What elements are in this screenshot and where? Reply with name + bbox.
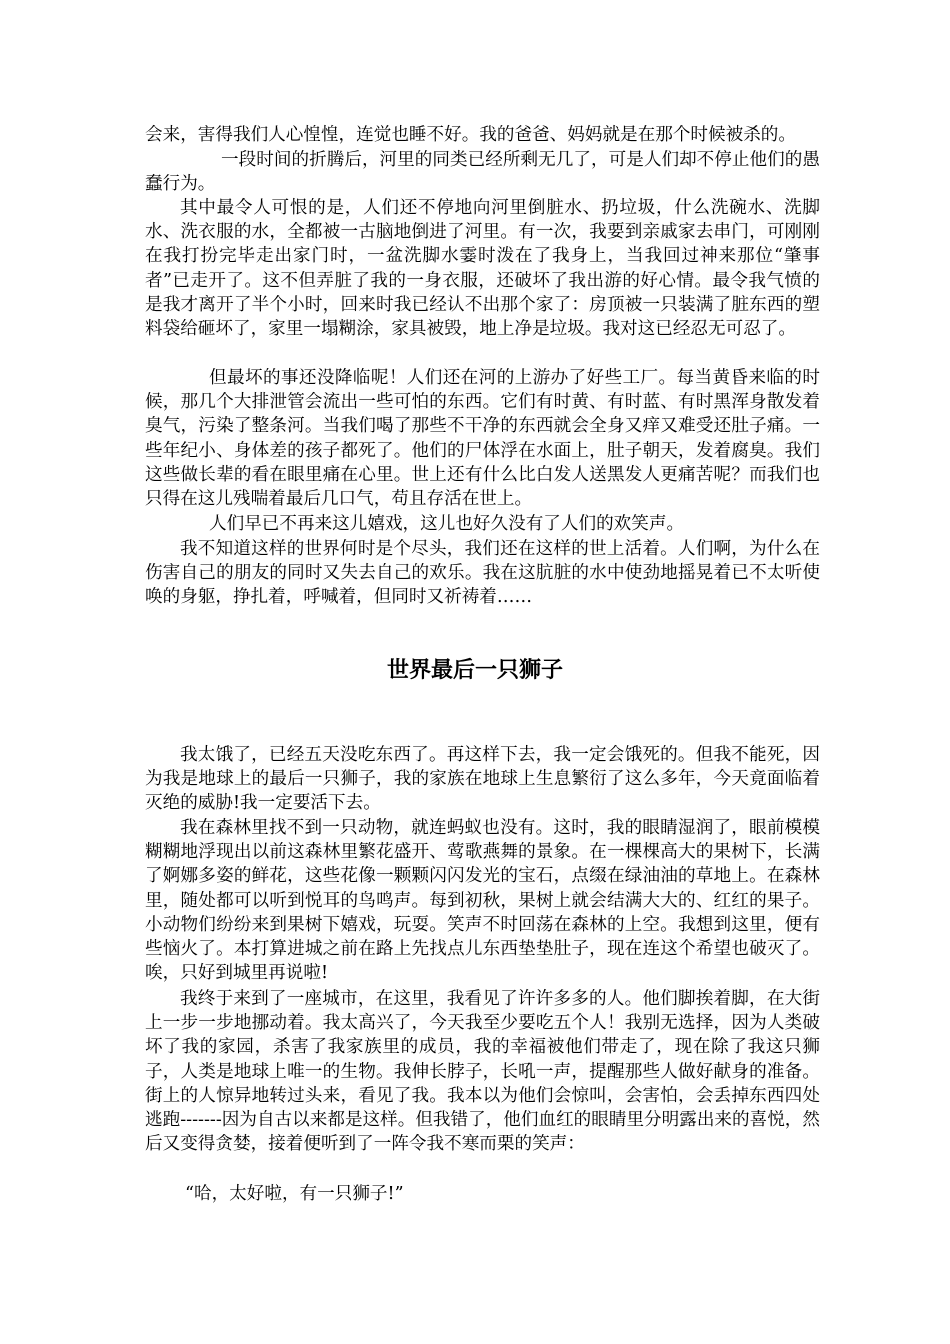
paragraph: 我太饿了，已经五天没吃东西了。再这样下去，我一定会饿死的。但我不能死，因为我是地球上的最后一只狮子，我的家族在地球上生息繁衍了这么多年，今天竟面临着灭绝的威胁!我一定要活下去。 <box>145 745 820 814</box>
paragraph: 我终于来到了一座城市，在这里，我看见了许许多多的人。他们脚挨着脚，在大街上一步一步地挪动着。我太高兴了，今天我至少要吃五个人！我别无选择，因为人类破坏了我的家园，杀害了我家族里的成员，我的幸福被他们带走了，现在除了我这只狮子，人类是地球上唯一的生物。我伸长脖子，长吼一声，提醒那些人做好献身的准备。街上的人惊异地转过头来，看见了我。我本以为他们会惊叫，会害怕，会丢掉东西四处逃跑-------因为自古以来都是这样。但我错了，他们血红的眼睛里分明露出来的喜悦，然后又变得贪婪，接着便听到了一阵令我不寒而栗的笑声： <box>145 989 820 1155</box>
paragraph: 人们早已不再来这儿嬉戏，这儿也好久没有了人们的欢笑声。 <box>209 514 685 534</box>
paragraph: 但最坏的事还没降临呢！人们还在河的上游办了好些工厂。每当黄昏来临的时候，那几个大排泄管会流出一些可怕的东西。它们有时黄、有时蓝、有时黑浑身散发着臭气，污染了整条河。当我们喝了那些不干净的东西就会全身又痒又难受还肚子痛。一些年纪小、身体差的孩子都死了。他们的尸体浮在水面上，肚子朝天，发着腐臭。我们这些做长辈的看在眼里痛在心里。世上还有什么比白发人送黑发人更痛苦呢？而我们也只得在这儿残喘着最后几口气，苟且存活在世上。 <box>145 368 820 510</box>
paragraph: “哈，太好啦，有一只狮子!” <box>185 1184 404 1204</box>
paragraph: 会来，害得我们人心惶惶，连觉也睡不好。我的爸爸、妈妈就是在那个时候被杀的。 <box>145 125 796 145</box>
paragraph: 我在森林里找不到一只动物，就连蚂蚁也没有。这时，我的眼睛湿润了，眼前模模糊糊地浮现出以前这森林里繁花盛开、莺歌燕舞的景象。在一棵棵高大的果树下，长满了婀娜多姿的鲜花，这些花像一颗颗闪闪发光的宝石，点缀在绿油油的草地上。在森林里，随处都可以听到悦耳的鸟鸣声。每到初秋，果树上就会结满大大的、红红的果子。小动物们纷纷来到果树下嬉戏，玩耍。笑声不时回荡在森林的上空。我想到这里，便有些恼火了。本打算进城之前在路上先找点儿东西垫垫肚子，现在连这个希望也破灭了。唉，只好到城里再说啦! <box>145 818 820 984</box>
paragraph: 其中最令人可恨的是，人们还不停地向河里倒脏水、扔垃圾，什么洗碗水、洗脚水、洗衣服的水，全都被一古脑地倒进了河里。有一次，我要到亲戚家去串门，可刚刚在我打扮完毕走出家门时，一盆洗脚水霎时泼在了我身上，当我回过神来那位“肇事者”已走开了。这不但弄脏了我的一身衣服，还破坏了我出游的好心情。最令我气愤的是我才离开了半个小时，回来时我已经认不出那个家了：房顶被一只装满了脏东西的塑料袋给砸坏了，家里一塌糊涂，家具被毁，地上净是垃圾。我对这已经忍无可忍了。 <box>145 198 820 340</box>
article-title: 世界最后一只狮子 <box>386 658 563 683</box>
paragraph: 我不知道这样的世界何时是个尽头，我们还在这样的世上活着。人们啊，为什么在伤害自己的朋友的同时又失去自己的欢乐。我在这肮脏的水中使劲地摇晃着已不太听使唤的身躯，挣扎着，呼喊着，但同时又祈祷着…… <box>145 539 820 608</box>
paragraph: 一段时间的折腾后，河里的同类已经所剩无几了，可是人们却不停止他们的愚蠢行为。 <box>145 150 820 195</box>
